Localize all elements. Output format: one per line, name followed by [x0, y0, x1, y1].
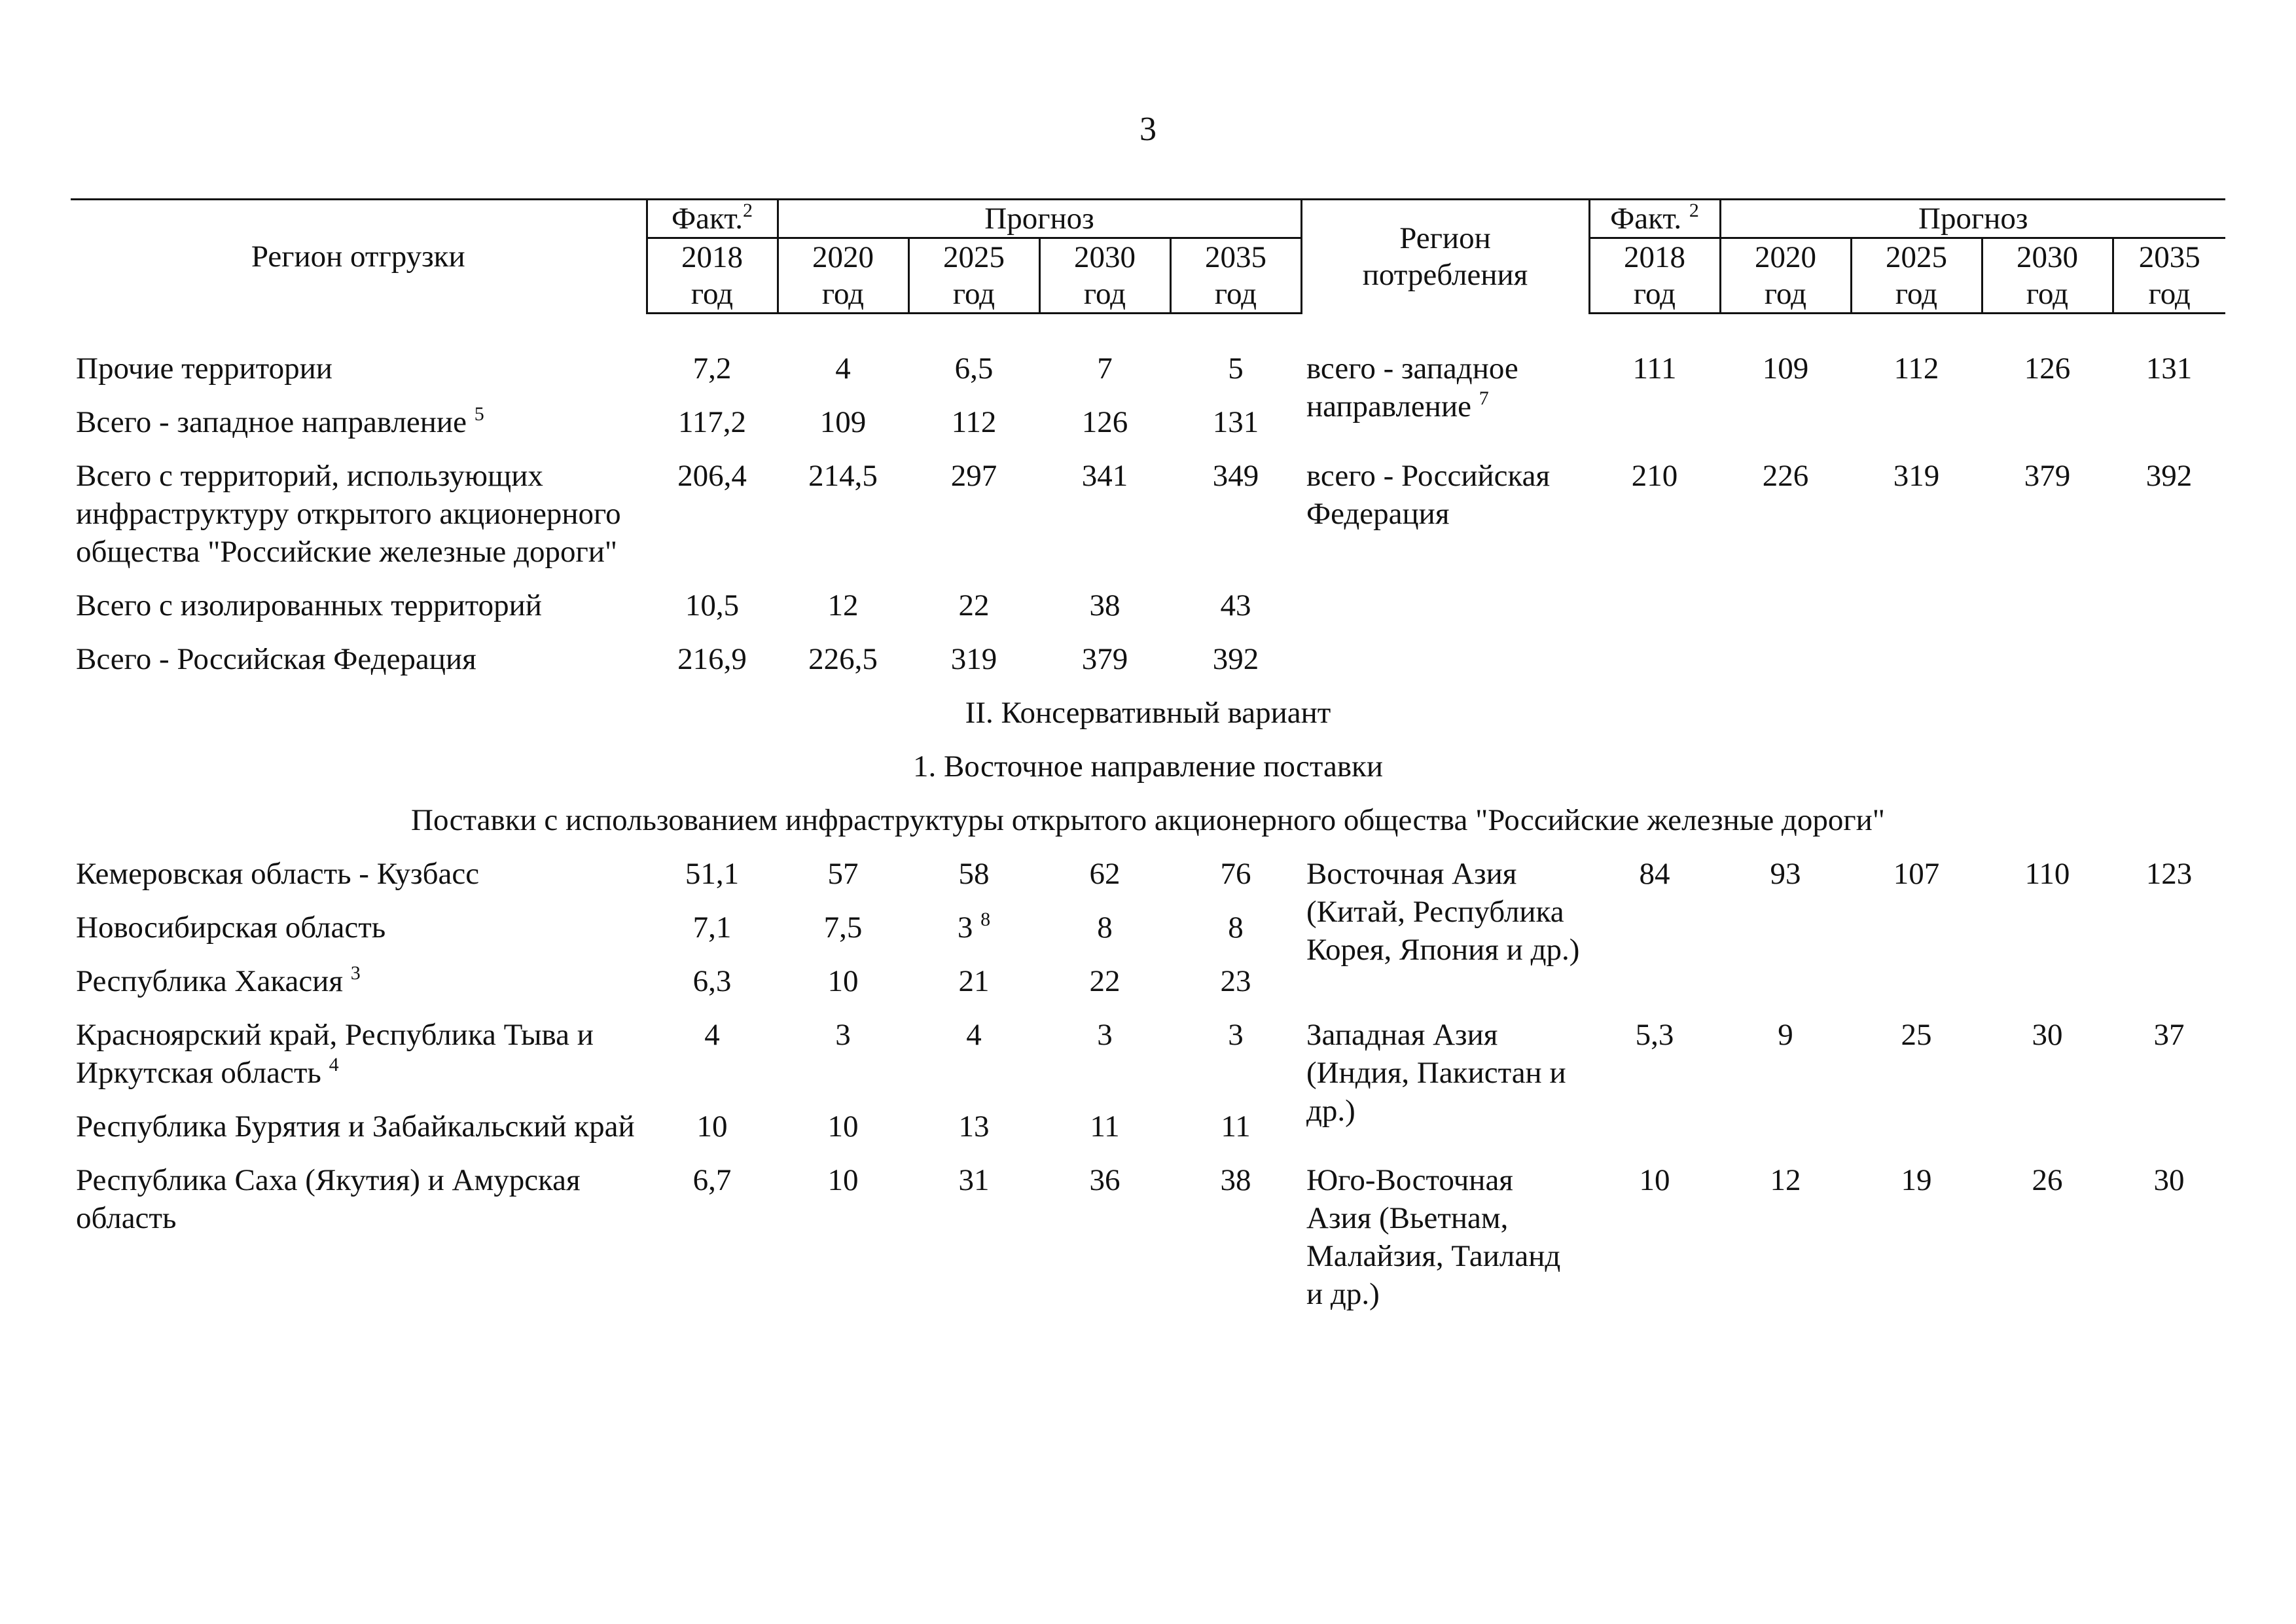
consumption-label: Восточная Азия (Китай, Республика Корея, Япония и др.): [1306, 857, 1580, 967]
header-fact-2: Факт. $^2$: [1589, 200, 1720, 238]
cell-value: 11: [1221, 1110, 1251, 1144]
cell-value: 4: [704, 1018, 720, 1052]
header-year: 2018: [1589, 238, 1720, 276]
cell-value: 76: [1220, 857, 1251, 891]
supply-forecast-table: [71, 198, 2225, 1329]
cell-value: 7: [1097, 352, 1113, 386]
infra-title: Поставки с использованием инфраструктуры открытого акционерного общества "Российские железные дороги": [411, 803, 1885, 837]
cell-value: 126: [2024, 352, 2071, 386]
subsection-title: 1. Восточное направление поставки: [912, 749, 1384, 784]
cell-value: 123: [2145, 857, 2193, 891]
row-label: Прочие территории: [76, 352, 332, 386]
table-row: [71, 855, 2225, 909]
section-title: II. Консервативный вариант: [965, 696, 1331, 730]
table-row: [71, 1161, 2225, 1329]
cell-value: 109: [1762, 352, 1809, 386]
header-forecast-2: Прогноз: [1720, 200, 2225, 238]
header-year: 2025: [1851, 238, 1982, 276]
cell-value: 110: [2024, 857, 2070, 891]
table-row: [71, 1016, 2225, 1108]
cell-value: 109: [819, 405, 867, 439]
cell-value: 84: [1639, 857, 1670, 891]
table-row: [71, 457, 2225, 586]
cell-value: 3: [1228, 1018, 1244, 1052]
cell-value: 31: [958, 1163, 990, 1197]
cell-value: 126: [1081, 405, 1128, 439]
cell-value: 23: [1220, 964, 1251, 998]
cell-value: 214,5: [808, 459, 878, 493]
cell-value: 22: [1089, 964, 1121, 998]
cell-value: 392: [1212, 642, 1259, 676]
cell-value: 43: [1220, 588, 1251, 623]
row-label: Кемеровская область - Кузбасс: [76, 857, 480, 891]
cell-value: 6,7: [692, 1163, 732, 1197]
header-year: 2035: [2113, 238, 2225, 276]
cell-value: 10: [827, 1163, 859, 1197]
header-year: 2018: [647, 238, 778, 276]
header-year-unit: год: [1982, 276, 2113, 314]
cell-value: 131: [2145, 352, 2193, 386]
cell-value: 22: [958, 588, 990, 623]
table-row: [71, 586, 2225, 640]
row-label: Всего - Российская Федерация: [76, 642, 476, 676]
cell-value: 62: [1089, 857, 1121, 891]
cell-value: 5: [1228, 352, 1244, 386]
cell-value: 117,2: [677, 405, 746, 439]
cell-value: 37: [2153, 1018, 2185, 1052]
header-shipment-region: Регион отгрузки: [71, 200, 647, 314]
row-label: Всего с изолированных территорий: [76, 588, 542, 623]
row-label: Республика Бурятия и Забайкальский край: [76, 1110, 635, 1144]
cell-value: 226,5: [808, 642, 878, 676]
cell-value: 10: [1639, 1163, 1670, 1197]
cell-value: 112: [951, 405, 997, 439]
table-row: [71, 640, 2225, 694]
cell-value: 30: [2153, 1163, 2185, 1197]
cell-value: 13: [958, 1110, 990, 1144]
cell-value: 206,4: [677, 459, 747, 493]
cell-value: 12: [827, 588, 859, 623]
header-year-unit: год: [1720, 276, 1851, 314]
cell-value: 349: [1212, 459, 1259, 493]
header-year: 2020: [1720, 238, 1851, 276]
cell-value: 93: [1770, 857, 1801, 891]
cell-value: 10: [827, 1110, 859, 1144]
header-year: 2030: [1982, 238, 2113, 276]
header-year-unit: год: [1170, 276, 1301, 314]
cell-value: 8: [1097, 911, 1113, 945]
header-consumption-region: Регион потребления: [1301, 200, 1589, 314]
cell-value: 9: [1778, 1018, 1793, 1052]
consumption-label: Юго-Восточная Азия (Вьетнам, Малайзия, Таиланд и др.): [1306, 1163, 1561, 1311]
header-fact: Факт.$^2$: [647, 200, 778, 238]
header-year-unit: год: [908, 276, 1039, 314]
cell-value: 21: [958, 964, 990, 998]
cell-value: 4: [966, 1018, 982, 1052]
cell-value: 8: [1228, 911, 1244, 945]
header-year-unit: год: [1039, 276, 1170, 314]
cell-value: 11: [1090, 1110, 1120, 1144]
header-year-unit: год: [778, 276, 908, 314]
cell-value: 19: [1901, 1163, 1932, 1197]
section-heading-row: [71, 748, 2225, 801]
row-label: Всего с территорий, использующих инфраструктуру открытого акционерного общества "Российские железные дороги": [76, 459, 621, 569]
cell-value: 379: [2024, 459, 2071, 493]
section-heading-row: [71, 694, 2225, 748]
cell-value: 26: [2032, 1163, 2063, 1197]
cell-value: 319: [1893, 459, 1940, 493]
cell-value: 379: [1081, 642, 1128, 676]
cell-value: 5,3: [1635, 1018, 1674, 1052]
cell-value: 12: [1770, 1163, 1801, 1197]
cell-value: 38: [1220, 1163, 1251, 1197]
cell-value: 10: [696, 1110, 728, 1144]
cell-value: 10,5: [685, 588, 740, 623]
header-year-unit: год: [647, 276, 778, 314]
consumption-label: всего - Российская Федерация: [1306, 459, 1551, 531]
cell-value: 6,5: [954, 352, 994, 386]
header-year: 2020: [778, 238, 908, 276]
cell-value: 58: [958, 857, 990, 891]
cell-value: 4: [835, 352, 851, 386]
table-header: [71, 200, 2225, 314]
cell-value: 7,1: [692, 911, 732, 945]
cell-value: 112: [1893, 352, 1939, 386]
cell-value: 111: [1632, 352, 1677, 386]
cell-value: 392: [2145, 459, 2193, 493]
cell-value: 297: [950, 459, 997, 493]
header-forecast: Прогноз: [778, 200, 1301, 238]
cell-value: 7,2: [692, 352, 732, 386]
cell-value: 30: [2032, 1018, 2063, 1052]
page-number: 3: [1139, 111, 1157, 148]
header-year: 2030: [1039, 238, 1170, 276]
cell-value: 7,5: [823, 911, 863, 945]
section-heading-row: [71, 801, 2225, 855]
cell-value: 3 $^8$: [957, 909, 991, 945]
cell-value: 107: [1893, 857, 1940, 891]
row-label: Всего - западное направление $^5$: [76, 403, 484, 439]
cell-value: 319: [950, 642, 997, 676]
cell-value: 36: [1089, 1163, 1121, 1197]
header-year: 2035: [1170, 238, 1301, 276]
cell-value: 6,3: [692, 964, 732, 998]
header-year-unit: год: [1589, 276, 1720, 314]
row-label: Республика Саха (Якутия) и Амурская область: [76, 1163, 581, 1235]
row-label: Новосибирская область: [76, 911, 386, 945]
row-label: Республика Хакасия $^3$: [76, 962, 361, 998]
cell-value: 341: [1081, 459, 1128, 493]
row-label: Красноярский край, Республика Тыва и Иркутская область $^4$: [76, 1018, 594, 1090]
cell-value: 3: [835, 1018, 851, 1052]
cell-value: 3: [1097, 1018, 1113, 1052]
header-year-unit: год: [2113, 276, 2225, 314]
header-year-unit: год: [1851, 276, 1982, 314]
header-year: 2025: [908, 238, 1039, 276]
cell-value: 10: [827, 964, 859, 998]
cell-value: 131: [1212, 405, 1259, 439]
cell-value: 216,9: [677, 642, 747, 676]
cell-value: 210: [1631, 459, 1678, 493]
table-row: [71, 350, 2225, 403]
cell-value: 226: [1762, 459, 1809, 493]
cell-value: 51,1: [685, 857, 740, 891]
consumption-label: всего - западное направление $^7$: [1306, 352, 1518, 424]
consumption-label: Западная Азия (Индия, Пакистан и др.): [1306, 1018, 1566, 1128]
cell-value: 57: [827, 857, 859, 891]
cell-value: 25: [1901, 1018, 1932, 1052]
cell-value: 38: [1089, 588, 1121, 623]
